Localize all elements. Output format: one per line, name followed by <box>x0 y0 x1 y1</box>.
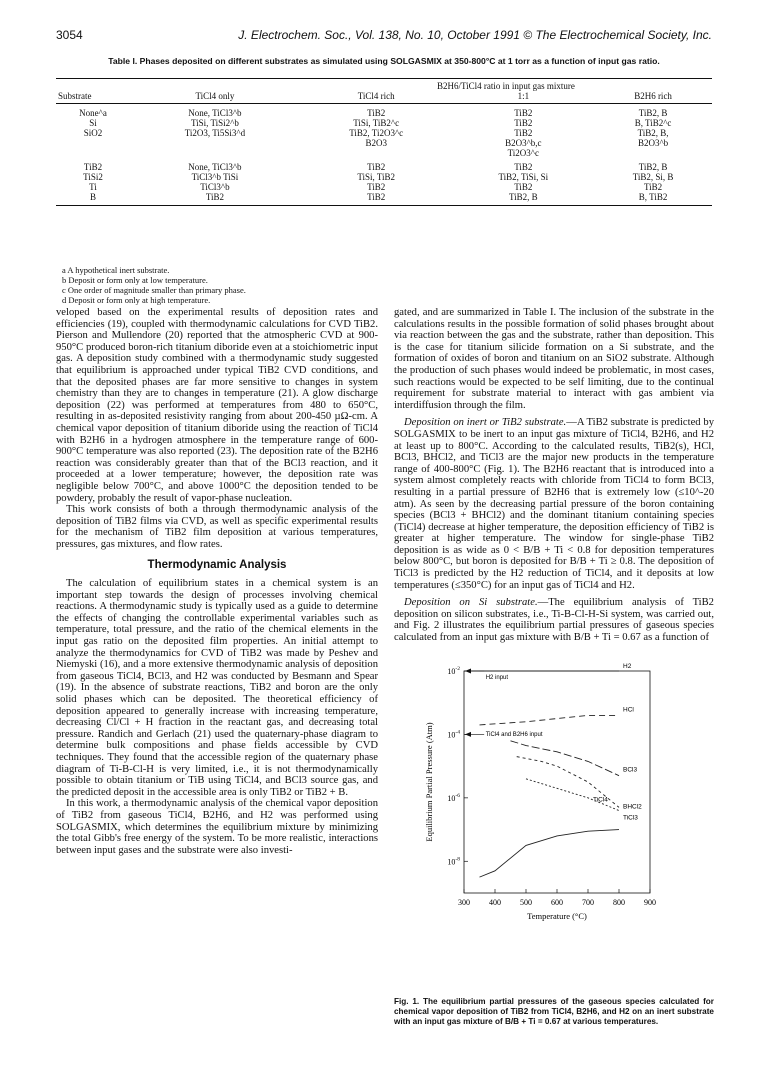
y-tick-label: $10^{-8}$ <box>447 856 460 867</box>
table-span-header: B2H6/TiCl4 ratio in input gas mixture <box>300 79 712 92</box>
table-cell: TiB2 TiSi2 Ti B <box>56 158 130 206</box>
y-tick-label: $10^{-2}$ <box>447 666 460 676</box>
y-axis-label: Equilibrium Partial Pressure (Atm) <box>424 722 434 842</box>
series-line <box>480 830 620 878</box>
table-cell: TiB2 TiB2, TiSi, Si TiB2 TiB2, B <box>453 158 595 206</box>
table-row <box>56 104 712 159</box>
annotation-label: H2 input <box>485 674 509 681</box>
column-header: B2H6 rich <box>594 91 712 104</box>
footnote: a A hypothetical inert substrate. <box>62 265 170 275</box>
paragraph: gated, and are summarized in Table I. The inclusion of the substrate in the calculations results in the possible formation of solid phases brought about via reaction between the gas and the substrate, rather than deposition. This is the case for titanium silicide formation on a Si substrate, and the formation of oxides of boron and titanium on an SiO2 substrate. Although the production of such phases would indeed be problematic, in most cases, such reactions would be expected to be self limiting, due to the continual requirement for substrate material to interact with gas ambient via interdiffusion through the film. <box>394 307 714 411</box>
x-tick-label: 500 <box>520 898 532 907</box>
footnote: d Deposit or form only at high temperature. <box>62 295 211 305</box>
x-tick-label: 800 <box>613 898 625 907</box>
table-cell: TiB2 TiSi, TiB2^c TiB2, Ti2O3^c B2O3 <box>349 108 404 148</box>
paragraph: veloped based on the experimental results of deposition rates and efficiencies (19), coupled with thermodynamic calculations for CVD TiB2. Pierson and Mullendore (20) reported that the atmospheric CVD at 900-950°C produced boron-rich titanium diboride even at a stoichiometric input gas. A deposition study combined with a thermodynamic study suggested that equilibrium is approached under typical TiB2 CVD conditions, and that the deposited phases are far more sensitive to changes in system chemistry than they are to changes in temperature (21). A glow discharge deposition (22) was performed at temperatures from 480 to 650°C, resulting in as-deposited resistivity ranging from about 200-450 µΩ-cm. A chemical vapor deposition of titanium diboride using the reaction of TiCl4 with B2H6 in a hydrogen atmosphere in the temperature range of 600-900°C temperature was also reported (23). The deposition rate of the B2H6 reaction was considerably greater than that of the BCl3 reaction, and it proceeded at a lower temperature; however, the deposition rate was negligible below 700°C, and above 1000°C the deposition tended to be powdery, probably the result of vapor-phase nucleation. <box>56 307 378 504</box>
x-tick-label: 700 <box>582 898 594 907</box>
table-cell: TiB2, B B, TiB2^c TiB2, B, B2O3^b <box>634 108 672 148</box>
column-header: 1:1 <box>453 91 595 104</box>
series-label: H2 <box>623 663 632 670</box>
table-cell: None, TiCl3^b TiCl3^b TiSi TiCl3^b TiB2 <box>130 158 300 206</box>
left-column <box>56 307 378 856</box>
x-tick-label: 600 <box>551 898 563 907</box>
column-header: TiCl4 rich <box>300 91 453 104</box>
series-line <box>526 779 619 811</box>
table-caption: Table I. Phases deposited on different substrates as simulated using SOLGASMIX at 350-800°C at 1 torr as a function of input gas ratio. <box>108 56 660 66</box>
paragraph: In this work, a thermodynamic analysis of the chemical vapor deposition of TiB2 from gaseous TiCl4, B2H6, and H2 was performed using SOLGASMIX, which determines the equilibrium mixture by minimizing the total Gibb's free energy of the system. To be more realistic, interactions between input gases and the substrate were also investi- <box>56 798 378 856</box>
figure-1 <box>420 661 680 991</box>
plot-frame <box>464 671 650 893</box>
table-cell: TiB2, B TiB2, Si, B TiB2 B, TiB2 <box>594 158 712 206</box>
arrow-head <box>465 732 471 737</box>
annotation-label: TiCl4 and B2H6 input <box>485 732 543 739</box>
figure-caption: Fig. 1. The equilibrium partial pressures of the gaseous species calculated for chemical vapor deposition of TiB2 from TiCl4, B2H6, and H2 on an inert substrate with an input gas mixture of B/B + Ti = 0.67 at various temperatures. <box>394 997 714 1026</box>
column-header: TiCl4 only <box>130 91 300 104</box>
table-cell: None, TiCl3^b TiSi, TiSi2^b Ti2O3, Ti5Si3^d <box>184 108 246 138</box>
journal-citation: J. Electrochem. Soc., Vol. 138, No. 10, October 1991 © The Electrochemical Society, Inc. <box>238 28 712 42</box>
footnote: c One order of magnitude smaller than primary phase. <box>62 285 246 295</box>
paragraph: This work consists of both a through thermodynamic analysis of the deposition of TiB2 films via CVD, as well as specific experimental results for the mechanism of TiB2 film deposition at various temperatures, pressures, gas mixtures, and flow rates. <box>56 504 378 550</box>
series-label: BCl3 <box>623 766 638 774</box>
run-in-heading: Deposition on Si substrate. <box>404 597 538 609</box>
series-label: BHCl2 <box>623 803 642 811</box>
series-label: TiCl3 <box>623 814 638 822</box>
table-cell: None^a Si SiO2 <box>79 108 107 138</box>
series-label: HCl <box>623 706 634 714</box>
footnote: b Deposit or form only at low temperature. <box>62 275 208 285</box>
right-column <box>394 307 714 644</box>
y-tick-label: $10^{-6}$ <box>447 792 460 803</box>
series-label: TiCl4 <box>593 796 608 804</box>
paragraph-text: —The equilibrium analysis of TiB2 deposition on silicon substrates, i.e., Ti-B-Cl-H-Si system, was carried out, and Fig. 2 illustrates the equilibrium partial pressures of gaseous species calculated from an input gas mixture with B/B + Ti = 0.67 as a function of <box>394 597 714 644</box>
section-heading: Thermodynamic Analysis <box>147 559 287 572</box>
x-axis-label: Temperature (°C) <box>527 911 587 921</box>
table-cell: TiB2 TiSi, TiB2 TiB2 TiB2 <box>300 158 453 206</box>
table-row <box>56 158 712 206</box>
x-tick-label: 300 <box>458 898 470 907</box>
partial-pressure-chart <box>420 661 680 991</box>
run-in-heading: Deposition on inert or TiB2 substrate. <box>404 417 567 429</box>
x-tick-label: 900 <box>644 898 656 907</box>
paragraph: The calculation of equilibrium states in a chemical system is an important step towards the design of processes involving chemical reactions. A thermodynamic study is typically used as a guide to determine the effects of changing the controllable experimental variables such as temperature, total pressure, and the ratio of the chemical elements in the input gas ratio on the deposited film properties. An initial attempt to analyze the thermodynamics for CVD of TiB2 was made by Peshev and Niemyski (16), and a more extensive thermodynamic analysis of deposition from gaseous TiCl4, BCl3, and H2 was conducted by Besmann and Spear (19). In the absence of substrate reactions, TiB2 and boron are the only solid phases which can be deposited. The theoretical efficiency of deposition appeared to generally increase with increasing temperature, decreasing Cl/Cl + H fraction in the reactant gas, and decreasing total pressure. Randich and Gerlach (21) used the quaternary-phase diagram to determine bulk compositions and phase fields accessible by CVD techniques. They found that the accessible region of the quaternary phase diagram of Ti-B-Cl-H is very limited, i.e., it is not thermodynamically possible to obtain titanium or TiB using TiCl4, and BCl3 source gas, and the predicted deposit in the accessible area is only TiB2 or TiB2 + B. <box>56 578 378 798</box>
phase-table <box>56 78 712 206</box>
paragraph <box>394 597 714 643</box>
column-header: Substrate <box>56 91 130 104</box>
table-cell: TiB2 TiB2 TiB2 B2O3^b,c Ti2O3^c <box>505 108 542 158</box>
x-tick-label: 400 <box>489 898 501 907</box>
paragraph <box>394 417 714 591</box>
series-line <box>480 715 620 725</box>
y-tick-label: $10^{-4}$ <box>447 729 460 740</box>
page-number: 3054 <box>56 28 83 42</box>
table-footnotes <box>62 265 246 305</box>
arrow-head <box>465 669 471 674</box>
paragraph-text: —A TiB2 substrate is predicted by SOLGASMIX to be inert to an input gas mixture of TiCl4, B2H6, and H2 at least up to 800°C. According to the calculated results, TiB2(s), HCl, BCl3, BHCl2, and TiCl3 are the major new products in the temperature range of 400-800°C (Fig. 1). The B2H6 reactant that is introduced into a system almost completely reacts with chloride from TiCl4 to form BCl3, resulting in a partial pressure of B2H6 that is extremely low (≤10^-20 atm). As seen by the decreasing partial pressure of the boron containing species (BCl3 + BHCl2) and the dominant titanium containing species (TiCl4) decrease at higher temperature, the deposition efficiency of TiB2 is greater at higher temperature. The window for single-phase TiB2 deposition is as wide as 0 < B/B + Ti < 0.8 for deposition temperatures below 800°C, but boron is deposited for B/B + Ti ≥ 0.8. The deposition of TiCl3 is predicted by the H2 reduction of TiCl4, and it deposits at low temperatures (≤350°C) for an input gas of TiCl4 and H2. <box>394 417 714 591</box>
